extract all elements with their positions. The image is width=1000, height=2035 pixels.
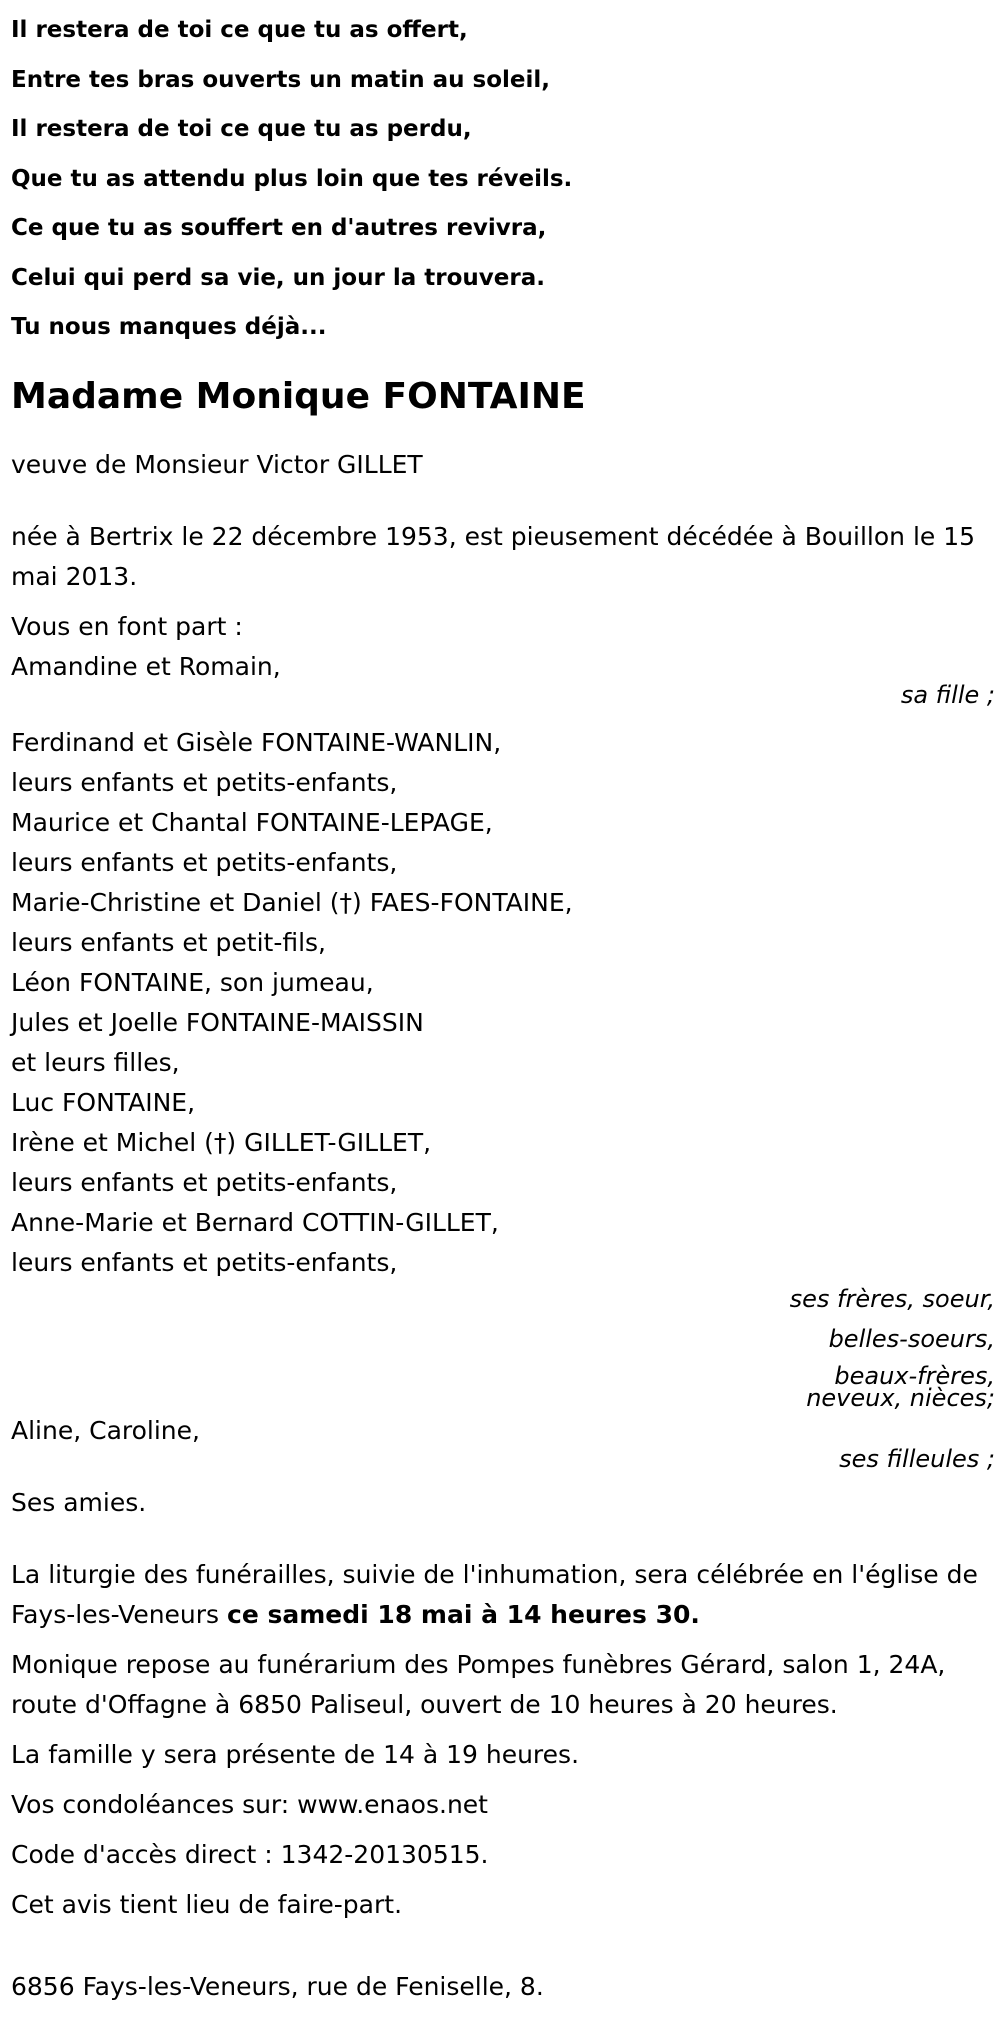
relation-line: neveux, nièces; [806, 1383, 995, 1412]
obituary-notice [11, 0, 995, 2007]
family-line: Maurice et Chantal FONTAINE-LEPAGE, [11, 807, 493, 837]
poem-line: Il restera de toi ce que tu as perdu, [11, 116, 472, 142]
family-line: Jules et Joelle FONTAINE-MAISSIN [11, 1007, 424, 1037]
family-line: et leurs filles, [11, 1047, 180, 1077]
family-line: leurs enfants et petits-enfants, [11, 767, 398, 797]
relation-line: beaux-frères, [834, 1361, 995, 1390]
family-line: Anne-Marie et Bernard COTTIN-GILLET, [11, 1207, 499, 1237]
poem-line: Celui qui perd sa vie, un jour la trouvera. [11, 264, 545, 291]
birth-death-statement: née à Bertrix le 22 décembre 1953, est pieusement décédée à Bouillon le 15 mai 2013. [11, 521, 976, 591]
siblings-list [11, 723, 995, 1283]
family-line: leurs enfants et petits-enfants, [11, 847, 398, 877]
funeral-date: ce samedi 18 mai à 14 heures 30. [227, 1599, 700, 1629]
poem-line: Il restera de toi ce que tu as offert, [11, 17, 468, 43]
announce-intro: Vous en font part : [11, 611, 243, 641]
family-line: Ferdinand et Gisèle FONTAINE-WANLIN, [11, 727, 502, 757]
condolences: Vos condoléances sur: www.enaos.net [11, 1789, 488, 1819]
rest-place: Monique repose au funérarium des Pompes funèbres Gérard, salon 1, 24A, route d'Offagne à 6850 Paliseul, ouvert de 10 heures à 20 heures. [11, 1649, 946, 1719]
deceased-name: Madame Monique FONTAINE [11, 375, 586, 417]
access-code: Code d'accès direct : 1342-20130515. [11, 1839, 489, 1869]
family-line: leurs enfants et petit-fils, [11, 927, 327, 957]
family-line: leurs enfants et petits-enfants, [11, 1167, 398, 1197]
friends: Ses amies. [11, 1487, 147, 1517]
poem-line: Ce que tu as souffert en d'autres revivra, [11, 215, 547, 241]
family-presence: La famille y sera présente de 14 à 19 heures. [11, 1739, 580, 1769]
siblings-relation [11, 1279, 995, 1411]
daughter-relation: sa fille ; [900, 680, 995, 709]
family-line: Marie-Christine et Daniel (†) FAES-FONTAINE, [11, 887, 573, 917]
relation-line: belles-soeurs, [828, 1324, 995, 1353]
poem-line: Entre tes bras ouverts un matin au soleil, [11, 66, 551, 93]
family-line: leurs enfants et petits-enfants, [11, 1247, 398, 1277]
funeral-details [11, 1555, 995, 1635]
address: 6856 Fays-les-Veneurs, rue de Feniselle, 8. [11, 1971, 544, 2001]
poem [11, 6, 995, 353]
widow-of: veuve de Monsieur Victor GILLET [11, 449, 423, 479]
relation-line: ses frères, soeur, [789, 1284, 995, 1313]
godchildren-names: Aline, Caroline, [11, 1415, 200, 1445]
godchildren-relation: ses filleules ; [839, 1444, 995, 1473]
family-line: Luc FONTAINE, [11, 1087, 196, 1117]
family-line: Irène et Michel (†) GILLET-GILLET, [11, 1127, 432, 1157]
poem-line: Tu nous manques déjà... [11, 314, 327, 340]
family-line: Léon FONTAINE, son jumeau, [11, 967, 374, 997]
notice: Cet avis tient lieu de faire-part. [11, 1889, 403, 1919]
daughter-names: Amandine et Romain, [11, 651, 281, 681]
funeral-text: La liturgie des funérailles, suivie de l'inhumation, sera célébrée en l'église de Fays-les-Veneurs [11, 1559, 978, 1629]
poem-line: Que tu as attendu plus loin que tes réveils. [11, 165, 573, 192]
